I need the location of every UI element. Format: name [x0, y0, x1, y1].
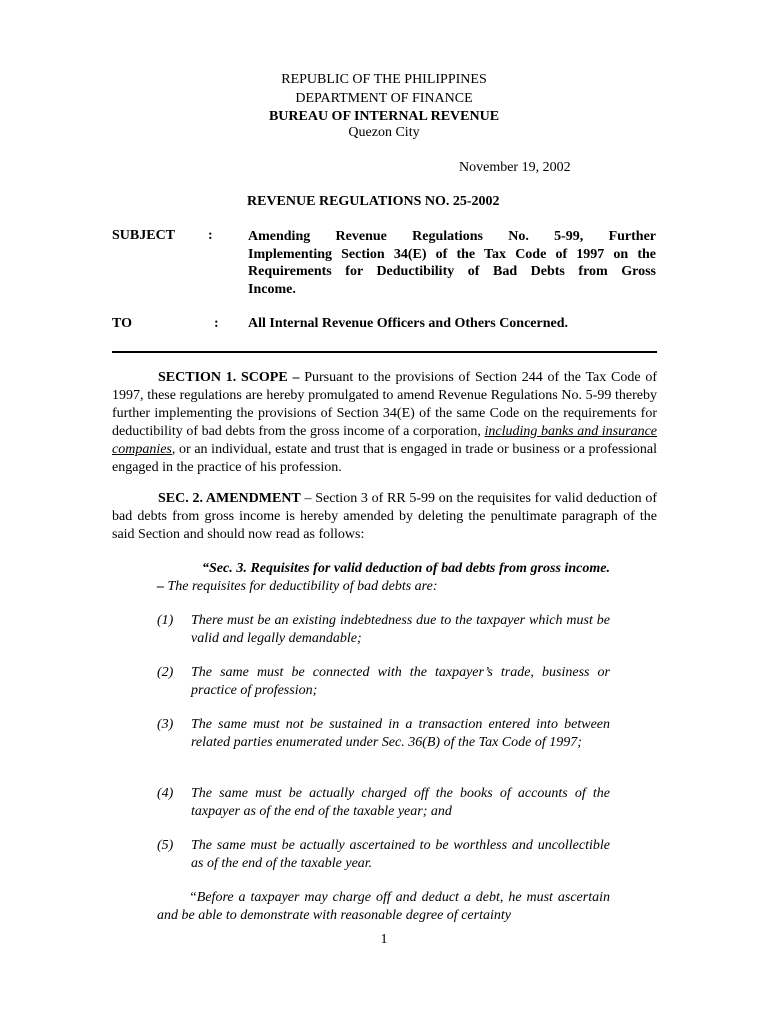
- header-bureau: BUREAU OF INTERNAL REVENUE: [268, 109, 500, 124]
- to-colon: :: [214, 316, 219, 331]
- requisite-text: The same must be connected with the taxpayer’s trade, business or practice of profession;: [191, 665, 610, 698]
- section-1-text-b: , or an individual, estate and trust that is engaged in trade or business or a professional engaged in the practice of his profession.: [112, 442, 657, 475]
- quoted-section-paragraph: [157, 560, 610, 596]
- to-label: TO: [112, 316, 132, 331]
- header-republic: REPUBLIC OF THE PHILIPPINES: [281, 72, 487, 87]
- closing-quote-text: “Before a taxpayer may charge off and deduct a debt, he must ascertain and be able to demonstrate with reasonable degree of certainty: [157, 890, 610, 923]
- section-1-text-a: Pursuant to the provisions of Section 244 of the Tax Code of 1997, these regulations are hereby promulgated to amend Revenue Regulations No. 5-99 thereby further implementing the provisions of Section 34(E) of the same Code on the requirements for deductibility of bad debts from the gross income of a corporation,: [112, 370, 657, 439]
- subject-line: Implementing Section 34(E) of the Tax Code of 1997 on the: [248, 246, 656, 262]
- requisite-number: (5): [157, 838, 174, 853]
- header-city: Quezon City: [348, 125, 420, 140]
- subject-colon: :: [208, 228, 213, 243]
- closing-quote-paragraph: [157, 889, 610, 925]
- divider-line: [112, 351, 657, 353]
- section-1-underlined: including banks and insurance companies: [112, 424, 657, 457]
- section-2-paragraph: [112, 490, 657, 544]
- subject-line: Income.: [248, 281, 296, 297]
- subject-line: Amending Revenue Regulations No. 5-99, Further: [248, 229, 656, 244]
- to-text: All Internal Revenue Officers and Others Concerned.: [248, 316, 569, 331]
- subject-text: [248, 228, 656, 298]
- document-date: November 19, 2002: [459, 160, 571, 175]
- requisite-number: (1): [157, 613, 174, 628]
- requisite-text: The same must not be sustained in a transaction entered into between related parties enumerated under Sec. 36(B) of the Tax Code of 1997;: [191, 717, 610, 750]
- page-number: 1: [380, 932, 388, 947]
- requisite-number: (4): [157, 786, 174, 801]
- quoted-section-intro: The requisites for deductibility of bad debts are:: [164, 579, 438, 594]
- section-2-text: – Section 3 of RR 5-99 on the requisites for valid deduction of bad debts from gross income is hereby amended by deleting the penultimate paragraph of the said Section and should now read as follows:: [112, 491, 657, 542]
- requisite-number: (2): [157, 665, 174, 680]
- requisite-text: The same must be actually charged off the books of accounts of the taxpayer as of the end of the taxable year; and: [191, 786, 610, 819]
- section-1-paragraph: [112, 369, 657, 477]
- regulation-title: REVENUE REGULATIONS NO. 25-2002: [247, 194, 500, 209]
- section-2-heading: SEC. 2. AMENDMENT: [158, 491, 301, 506]
- header-department: DEPARTMENT OF FINANCE: [295, 91, 473, 106]
- section-1-heading: SECTION 1. SCOPE –: [158, 370, 300, 385]
- subject-line: Requirements for Deductibility of Bad Debts from Gross: [248, 264, 656, 279]
- subject-label: SUBJECT: [112, 228, 176, 243]
- quoted-section-heading: “Sec. 3. Requisites for valid deduction of bad debts from gross income. –: [157, 561, 610, 594]
- requisite-number: (3): [157, 717, 174, 732]
- requisite-text: The same must be actually ascertained to be worthless and uncollectible as of the end of the taxable year.: [191, 838, 610, 871]
- requisite-text: There must be an existing indebtedness due to the taxpayer which must be valid and legally demandable;: [191, 613, 610, 646]
